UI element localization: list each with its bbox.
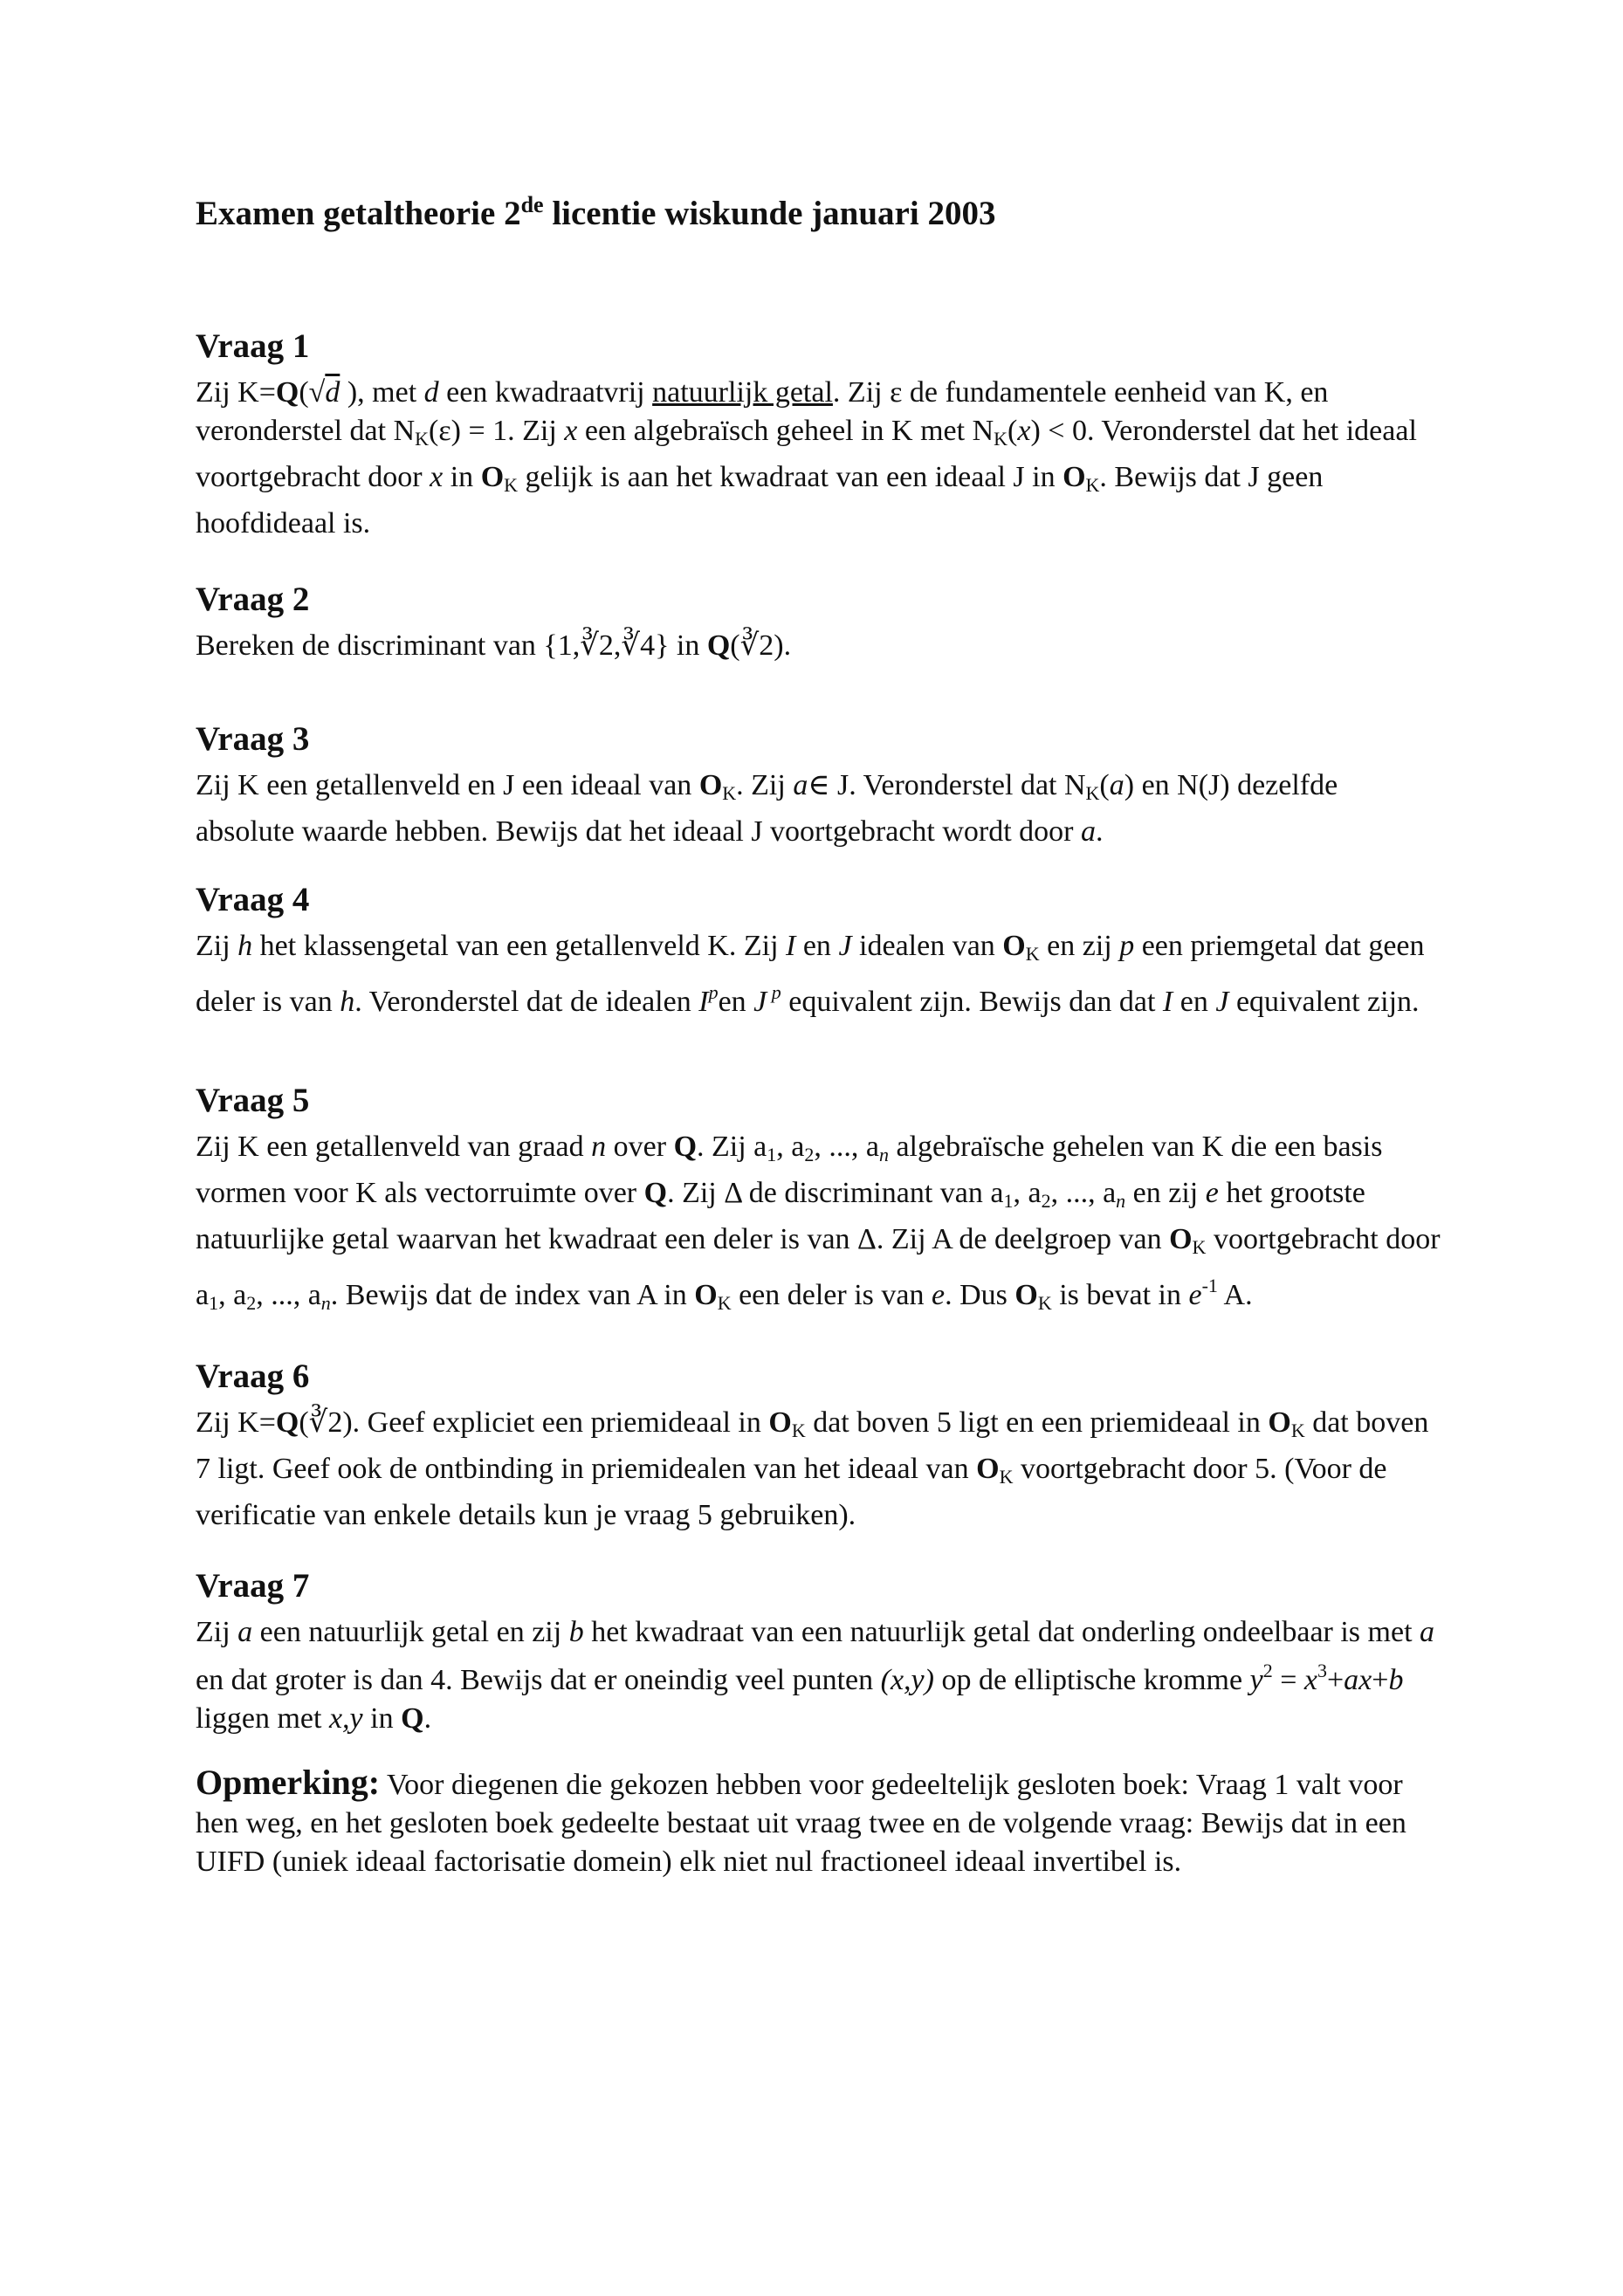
question-4 — [196, 878, 1444, 1021]
question-5 — [196, 1079, 1444, 1323]
question-heading: Vraag 7 — [196, 1567, 310, 1605]
remark-text: Voor diegenen die gekozen hebben voor gedeeltelijk gesloten boek: Vraag 1 valt voor hen weg, en het gesloten boek gedeelte bestaat uit vraag twee en de volgende vraag: Bewijs dat in een UIFD (uniek ideaal factorisatie domein) elk niet nul fractioneel ideaal invertibel is. — [196, 1769, 1406, 1878]
exam-title: Examen getaltheorie 2de licentie wiskunde januari 2003 — [196, 192, 996, 232]
question-text: Zij K=Q(∛2). Geef expliciet een priemideaal in $O_K$ dat boven 5 ligt en een priemideaal in $O_K$ dat boven 7 ligt. Geef ook de ontbinding in priemidealen van het ideaal van $O_K$ voortgebracht door 5. (Voor de verificatie van enkele details kun je vraag 5 gebruiken). — [196, 1406, 1429, 1531]
question-heading: Vraag 5 — [196, 1082, 310, 1119]
question-text: Bereken de discriminant van {1,∛2,∛4} in Q(∛2). — [196, 629, 792, 662]
question-heading: Vraag 2 — [196, 581, 310, 618]
remark — [196, 1763, 1444, 1881]
remark-label: Opmerking: — [196, 1763, 381, 1802]
question-3 — [196, 718, 1444, 851]
question-text: Zij a een natuurlijk getal en zij b het kwadraat van een natuurlijk getal dat onderling ondeelbaar is met a en dat groter is dan 4. Bewijs dat er oneindig veel punten (x,y) op de elliptische kromme $y^2 = x^3+ax+b$ liggen met x,y in Q. — [196, 1616, 1435, 1735]
question-text: Zij K een getallenveld en J een ideaal van $O_K$. Zij a∈ J. Veronderstel dat $N_K(a)$ en N(J) dezelfde absolute waarde hebben. Bewijs dat het ideaal J voortgebracht wordt door a. — [196, 769, 1338, 848]
question-2 — [196, 578, 1444, 665]
question-1 — [196, 325, 1444, 543]
question-heading: Vraag 6 — [196, 1358, 310, 1395]
question-heading: Vraag 4 — [196, 881, 310, 918]
question-heading: Vraag 3 — [196, 720, 310, 758]
question-text: Zij K een getallenveld van graad n over Q. Zij $a_1$, $a_2$, ..., $a_n$ algebraïsche gehelen van K die een basis vormen voor K als vectorruimte over Q. Zij Δ de discriminant van $a_1$, $a_2$, ..., $a_n$ en zij e het grootste natuurlijke getal waarvan het kwadraat een deler is van Δ. Zij A de deelgroep van $O_K$ voortgebracht door $a_1$, $a_2$, ..., $a_n$. Bewijs dat de index van A in $O_K$ een deler is van e. Dus $O_K$ is bevat in $e^{-1}$ A. — [196, 1131, 1441, 1314]
question-7 — [196, 1564, 1444, 1738]
question-text: Zij h het klassengetal van een getallenveld K. Zij I en J idealen van $O_K$ en zij p een priemgetal dat geen deler is van h. Veronderstel dat de idealen $I^pen$ J $^p$ equivalent zijn. Bewijs dan dat I en J equivalent zijn. — [196, 930, 1425, 1018]
question-heading: Vraag 1 — [196, 327, 310, 365]
question-text: Zij K=Q(√d ), met d een kwadraatvrij natuurlijk getal. Zij ε de fundamentele eenheid van K, en veronderstel dat $N_K(\varepsilon) = 1$. Zij x een algebraïsch geheel in K met $N_K(x) < 0$. Veronderstel dat het ideaal voortgebracht door x in $O_K$ gelijk is aan het kwadraat van een ideaal J in $O_K$. Bewijs dat J geen hoofdideaal is. — [196, 376, 1417, 540]
question-6 — [196, 1355, 1444, 1535]
